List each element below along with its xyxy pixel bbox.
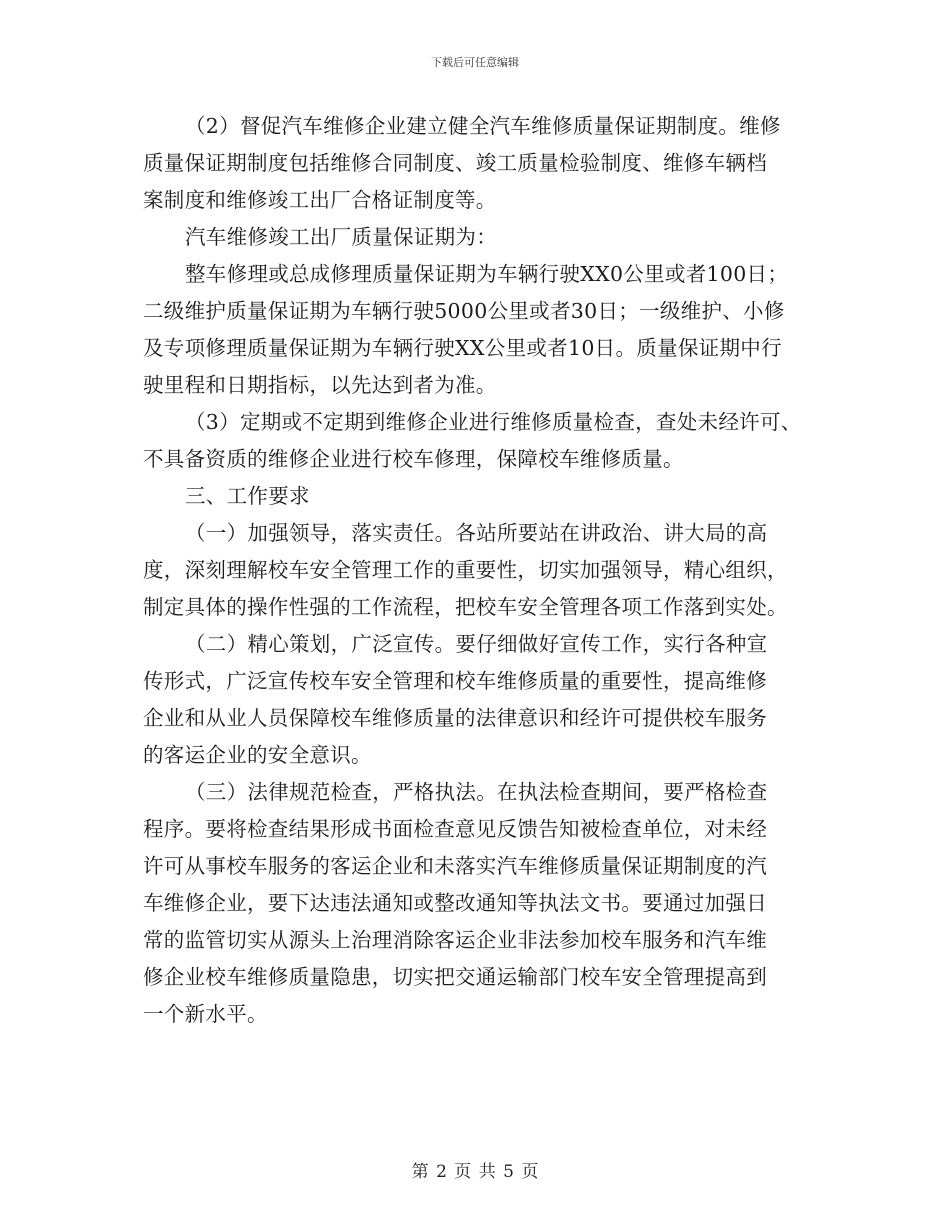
text-line: （三）法律规范检查，严格执法。在执法检查期间，要严格检查 [185, 780, 768, 804]
text-line: 案制度和维修竣工出厂合格证制度等。 [143, 188, 497, 212]
text-line: 制定具体的操作性强的工作流程，把校车安全管理各项工作落到实处。 [143, 595, 788, 619]
text-line: （二）精心策划，广泛宣传。要仔细做好宣传工作，实行各种宣 [185, 632, 768, 656]
text-line: 车维修企业，要下达违法通知或整改通知等执法文书。要通过加强日 [143, 891, 767, 915]
text-line: 质量保证期制度包括维修合同制度、竣工质量检验制度、维修车辆档 [143, 151, 767, 175]
text-line: 及专项修理质量保证期为车辆行驶XX公里或者10日。质量保证期中行 [143, 336, 782, 360]
text-line: 传形式，广泛宣传校车安全管理和校车维修质量的重要性，提高维修 [143, 669, 767, 693]
page-footer: 第 2 页 共 5 页 [411, 1162, 539, 1182]
text-line: 企业和从业人员保障校车维修质量的法律意识和经许可提供校车服务 [143, 706, 767, 730]
text-line: 常的监管切实从源头上治理消除客运企业非法参加校车服务和汽车维 [143, 928, 767, 952]
text-line: （2）督促汽车维修企业建立健全汽车维修质量保证期制度。维修 [185, 114, 781, 138]
header-note: 下载后可任意编辑 [431, 56, 519, 69]
text-line: 三、工作要求 [185, 484, 310, 508]
text-line: 一个新水平。 [143, 1002, 268, 1026]
text-line: 度，深刻理解校车安全管理工作的重要性，切实加强领导，精心组织， [143, 558, 788, 582]
text-line: 许可从事校车服务的客运企业和未落实汽车维修质量保证期制度的汽 [143, 854, 767, 878]
text-line: 驶里程和日期指标，以先达到者为准。 [143, 373, 497, 397]
text-line: 整车修理或总成修理质量保证期为车辆行驶XX0公里或者100日； [185, 262, 789, 286]
text-line: 二级维护质量保证期为车辆行驶5000公里或者30日；一级维护、小修 [143, 299, 785, 323]
text-line: 汽车维修竣工出厂质量保证期为： [185, 225, 497, 249]
text-line: 修企业校车维修质量隐患，切实把交通运输部门校车安全管理提高到 [143, 965, 767, 989]
body-text [143, 108, 823, 1033]
text-line: 不具备资质的维修企业进行校车修理，保障校车维修质量。 [143, 447, 684, 471]
text-line: 程序。要将检查结果形成书面检查意见反馈告知被检查单位，对未经 [143, 817, 767, 841]
text-line: （3）定期或不定期到维修企业进行维修质量检查，查处未经许可、 [185, 410, 802, 434]
text-line: （一）加强领导，落实责任。各站所要站在讲政治、讲大局的高 [185, 521, 768, 545]
text-line: 的客运企业的安全意识。 [143, 743, 372, 767]
